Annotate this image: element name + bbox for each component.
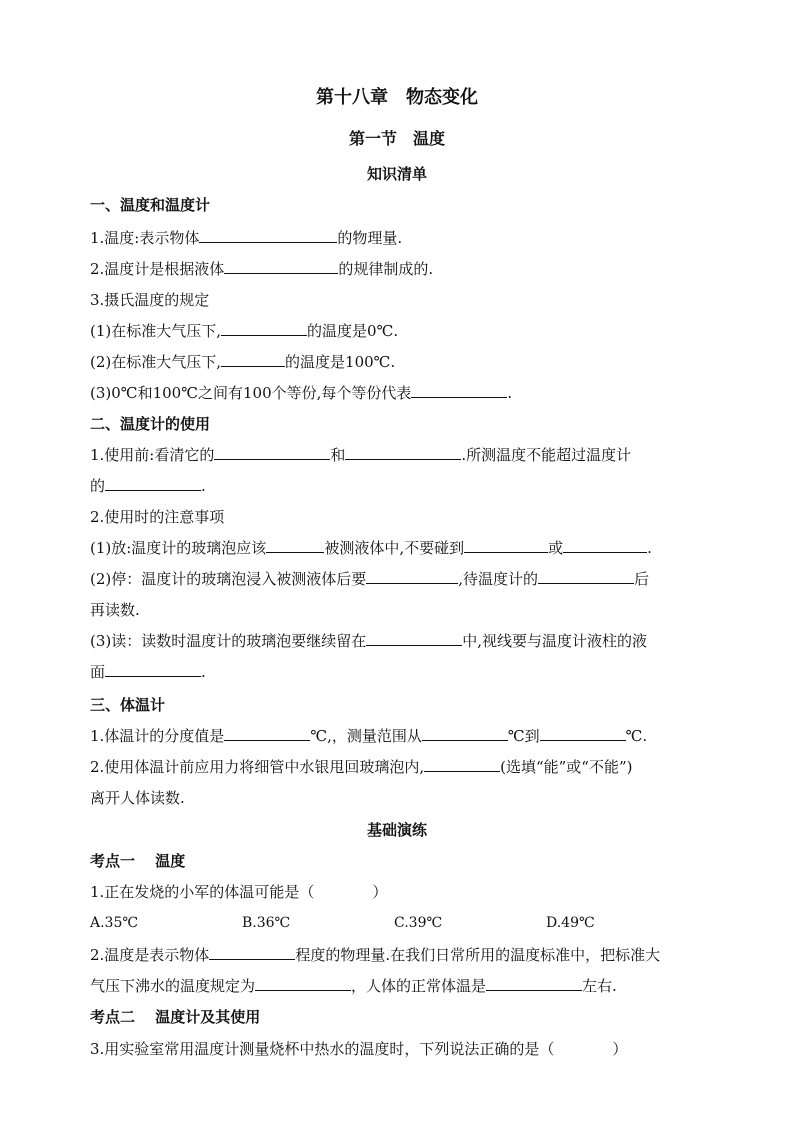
question-1: 1.正在发烧的小军的体温可能是（ ） xyxy=(90,883,388,901)
item-2-1: 1.使用前:看清它的 和 .所测温度不能超过温度计 xyxy=(90,446,632,464)
item-2-2c-cont: 面 . xyxy=(90,663,206,681)
item-3-1: 1.体温计的分度值是 ℃,，测量范围从 ℃到 ℃. xyxy=(90,727,648,745)
option-d[interactable]: D.49℃ xyxy=(546,915,595,931)
blank[interactable] xyxy=(266,537,324,553)
blank[interactable] xyxy=(255,975,351,991)
blank[interactable] xyxy=(366,568,458,584)
blank[interactable] xyxy=(221,351,285,367)
blank[interactable] xyxy=(464,537,548,553)
blank[interactable] xyxy=(563,537,647,553)
heading-thermometer-usage: 二、温度计的使用 xyxy=(90,415,211,433)
blank[interactable] xyxy=(424,756,500,772)
blank[interactable] xyxy=(105,661,201,677)
blank[interactable] xyxy=(199,227,337,243)
blank[interactable] xyxy=(209,944,295,960)
basics-heading: 基础演练 xyxy=(366,821,427,839)
item-1-1: 1.温度:表示物体 的物理量. xyxy=(90,229,403,247)
blank[interactable] xyxy=(538,568,634,584)
item-1-3c: (3)0℃和100℃之间有100个等份,每个等份代表 . xyxy=(90,384,513,402)
item-1-3: 3.摄氏温度的规定 xyxy=(90,291,210,309)
blank[interactable] xyxy=(224,258,338,274)
item-3-2-cont: 离开人体读数. xyxy=(90,789,185,807)
checklist-heading: 知识清单 xyxy=(366,165,427,183)
section-title: 第一节 温度 xyxy=(348,129,445,148)
blank[interactable] xyxy=(366,630,462,646)
question-2-cont: 气压下沸水的温度规定为 ，人体的正常体温是 左右. xyxy=(90,977,617,995)
blank[interactable] xyxy=(422,725,508,741)
blank[interactable] xyxy=(224,725,310,741)
question-3: 3.用实验室常用温度计测量烧杯中热水的温度时，下列说法正确的是（ ） xyxy=(90,1040,628,1058)
item-2-2a: (1)放:温度计的玻璃泡应该 被测液体中,不要碰到 或 . xyxy=(90,539,652,557)
blank[interactable] xyxy=(486,975,582,991)
question-1-options xyxy=(90,912,698,934)
item-2-2b: (2)停：温度计的玻璃泡浸入被测液体后要 ,待温度计的 后 xyxy=(90,570,650,588)
blank[interactable] xyxy=(221,320,307,336)
item-2-2b-cont: 再读数. xyxy=(90,601,140,619)
chapter-title: 第十八章 物态变化 xyxy=(316,87,478,108)
heading-temperature-thermometer: 一、温度和温度计 xyxy=(90,196,211,214)
item-1-3a: (1)在标准大气压下, 的温度是0℃. xyxy=(90,322,399,340)
item-1-2: 2.温度计是根据液体 的规律制成的. xyxy=(90,260,434,278)
item-2-2: 2.使用时的注意事项 xyxy=(90,508,225,526)
blank[interactable] xyxy=(411,382,507,398)
option-b[interactable]: B.36℃ xyxy=(242,915,291,931)
blank[interactable] xyxy=(540,725,626,741)
question-2: 2.温度是表示物体 程度的物理量.在我们日常所用的温度标准中，把标准大 xyxy=(90,946,661,964)
option-c[interactable]: C.39℃ xyxy=(394,915,443,931)
item-2-2c: (3)读：读数时温度计的玻璃泡要继续留在 中,视线要与温度计液柱的液 xyxy=(90,632,648,650)
option-a[interactable]: A.35℃ xyxy=(90,915,139,931)
topic-2-heading: 考点二 温度计及其使用 xyxy=(90,1008,261,1026)
item-1-3b: (2)在标准大气压下, 的温度是100℃. xyxy=(90,353,396,371)
topic-1-heading: 考点一 温度 xyxy=(90,852,186,870)
heading-clinical-thermometer: 三、体温计 xyxy=(90,696,166,714)
item-2-1-cont: 的 . xyxy=(90,477,206,495)
blank[interactable] xyxy=(345,444,461,460)
item-3-2: 2.使用体温计前应用力将细管中水银甩回玻璃泡内, (选填“能”或“不能”) xyxy=(90,758,633,776)
blank[interactable] xyxy=(214,444,330,460)
blank[interactable] xyxy=(105,475,201,491)
